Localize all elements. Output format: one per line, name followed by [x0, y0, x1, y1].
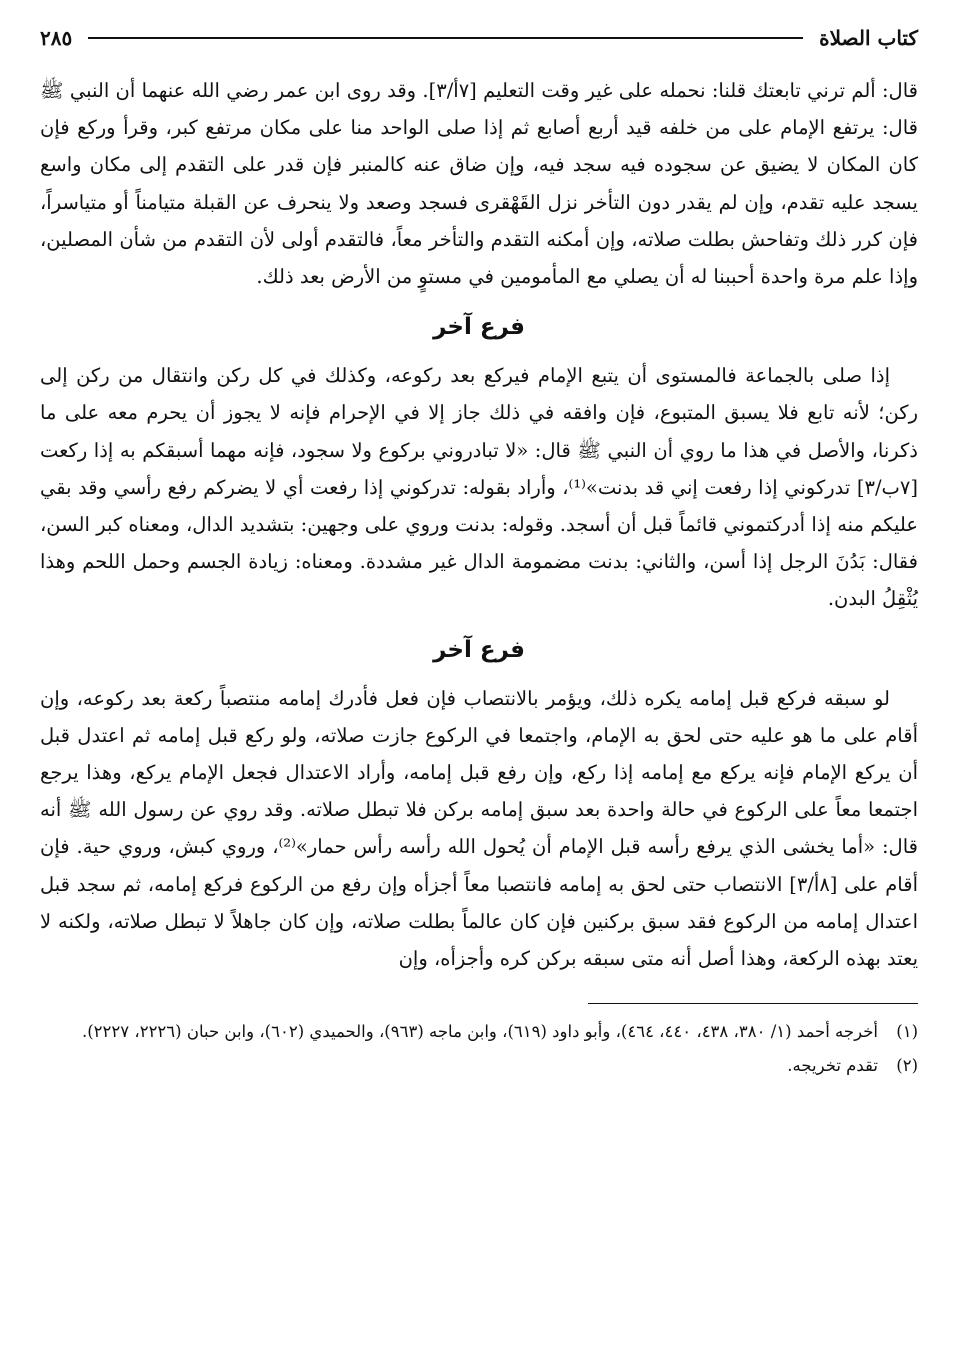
footnote-number: (٢): [896, 1056, 918, 1076]
footnote-rule: [588, 1003, 918, 1004]
chapter-title: كتاب الصلاة: [819, 26, 918, 50]
book-page: [40, 18, 918, 1080]
running-header: [40, 18, 918, 58]
header-rule: [88, 37, 803, 39]
footnote-2: [40, 1052, 918, 1080]
paragraph-1: قال: ألم ترني تابعتك قلنا: نحمله على غير وقت التعليم [٧أ/٣]. وقد روى ابن عمر رضي الله عنهما أن النبي ﷺ قال: يرتفع الإمام على من خلفه قيد أربع أصابع ثم إذا صلى الواحد منا على مكان مرتفع كبر، وقرأ وركع فإن كان المكان لا يضيق عن سجوده فيه سجد فيه، وإن ضاق عنه كالمنبر فإن قدر على التقدم إلى مكان واسع يسجد عليه تقدم، وإن لم يقدر دون التأخر نزل القَهْقرى فسجد وصعد ولا ينحرف عن القبلة متيامناً أو متياسراً، فإن كرر ذلك وتفاحش بطلت صلاته، وإن أمكنه التقدم والتأخر معاً، فالتقدم أولى لأن التقدم من شأن المصلين، وإذا علم مرة واحدة أحببنا له أن يصلي مع المأمومين في مستوٍ من الأرض بعد ذلك.: [40, 79, 918, 289]
footnote-text: أخرجه أحمد (١/ ٣٨٠، ٤٣٨، ٤٤٠، ٤٦٤)، وأبو داود (٦١٩)، وابن ماجه (٩٦٣)، والحميدي (٦٠٢)، وابن حبان (٢٢٢٦، ٢٢٢٧).: [81, 1022, 878, 1042]
section-heading-1: فرع آخر: [433, 314, 525, 341]
footnote-number: (١): [896, 1022, 918, 1042]
footnote-text: تقدم تخريجه.: [787, 1056, 878, 1076]
paragraph-2: إذا صلى بالجماعة فالمستوى أن يتبع الإمام فيركع بعد ركوعه، وكذلك في كل ركن وانتقال من ركن إلى ركن؛ لأنه تابع فلا يسبق المتبوع، فإن وافقه في ذلك جاز إلا في الإحرام فإنه لا يجوز أن يحرم معه على ما ذكرنا، والأصل في هذا ما روي أن النبي ﷺ قال: «لا تبادروني بركوع ولا سجود، فإنه مهما أسبقكم به إذا ركعت [٧ب/٣] تدركوني إذا رفعت إني قد بدنت»⁽¹⁾، وأراد بقوله: تدركوني إذا رفعت أي لا يضركم رفع رأسي وقد بقي عليكم منه إذا أدركتموني قائماً قبل أن أسجد. وقوله: بدنت وروي على وجهين: بتشديد الدال، ومعناه كبر السن، فقال: بَدُنَ الرجل إذا أسن، والثاني: بدنت مضمومة الدال غير مشددة. ومعناه: زيادة الجسم وحمل اللحم وهذا يُثْقِلُ البدن.: [40, 364, 918, 611]
page-number: ٢٨٥: [40, 26, 73, 50]
footnote-1: [40, 1018, 918, 1046]
section-heading-2: فرع آخر: [433, 636, 525, 663]
paragraph-3: لو سبقه فركع قبل إمامه يكره ذلك، ويؤمر بالانتصاب فإن فعل فأدرك إمامه منتصباً ركعة بعد ركوعه، وإن أقام على ما هو عليه حتى لحق به الإمام، واجتمعا في الركوع جازت صلاته، ولو ركع قبل إمامه ثم اعتدل قبل أن يركع الإمام فإنه يركع مع إمامه إذا ركع، وإن رفع قبل إمامه، وأراد الاعتدال فجعل الإمام يركع، وهذا يرجع اجتمعا معاً على الركوع في حالة واحدة بعد سبق إمامه بركن فلا تبطل صلاته. وقد روي عن رسول الله ﷺ أنه قال: «أما يخشى الذي يرفع رأسه قبل الإمام أن يُحول الله رأسه رأس حمار»⁽²⁾، وروي كبش، وروي حية. فإن أقام على [٨أ/٣] الانتصاب حتى لحق به إمامه فانتصبا معاً أجزأه وإن رفع من الركوع فركع إمامه، ثم سجد قبل اعتدال إمامه من الركوع فقد سبق بركنين فإن كان عالماً بطلت صلاته، وإن كان جاهلاً لا تبطل صلاته، ولكنه لا يعتد بهذه الركعة، وهذا أصل أنه متى سبقه بركن كره وأجزأه، وإن: [40, 686, 918, 971]
